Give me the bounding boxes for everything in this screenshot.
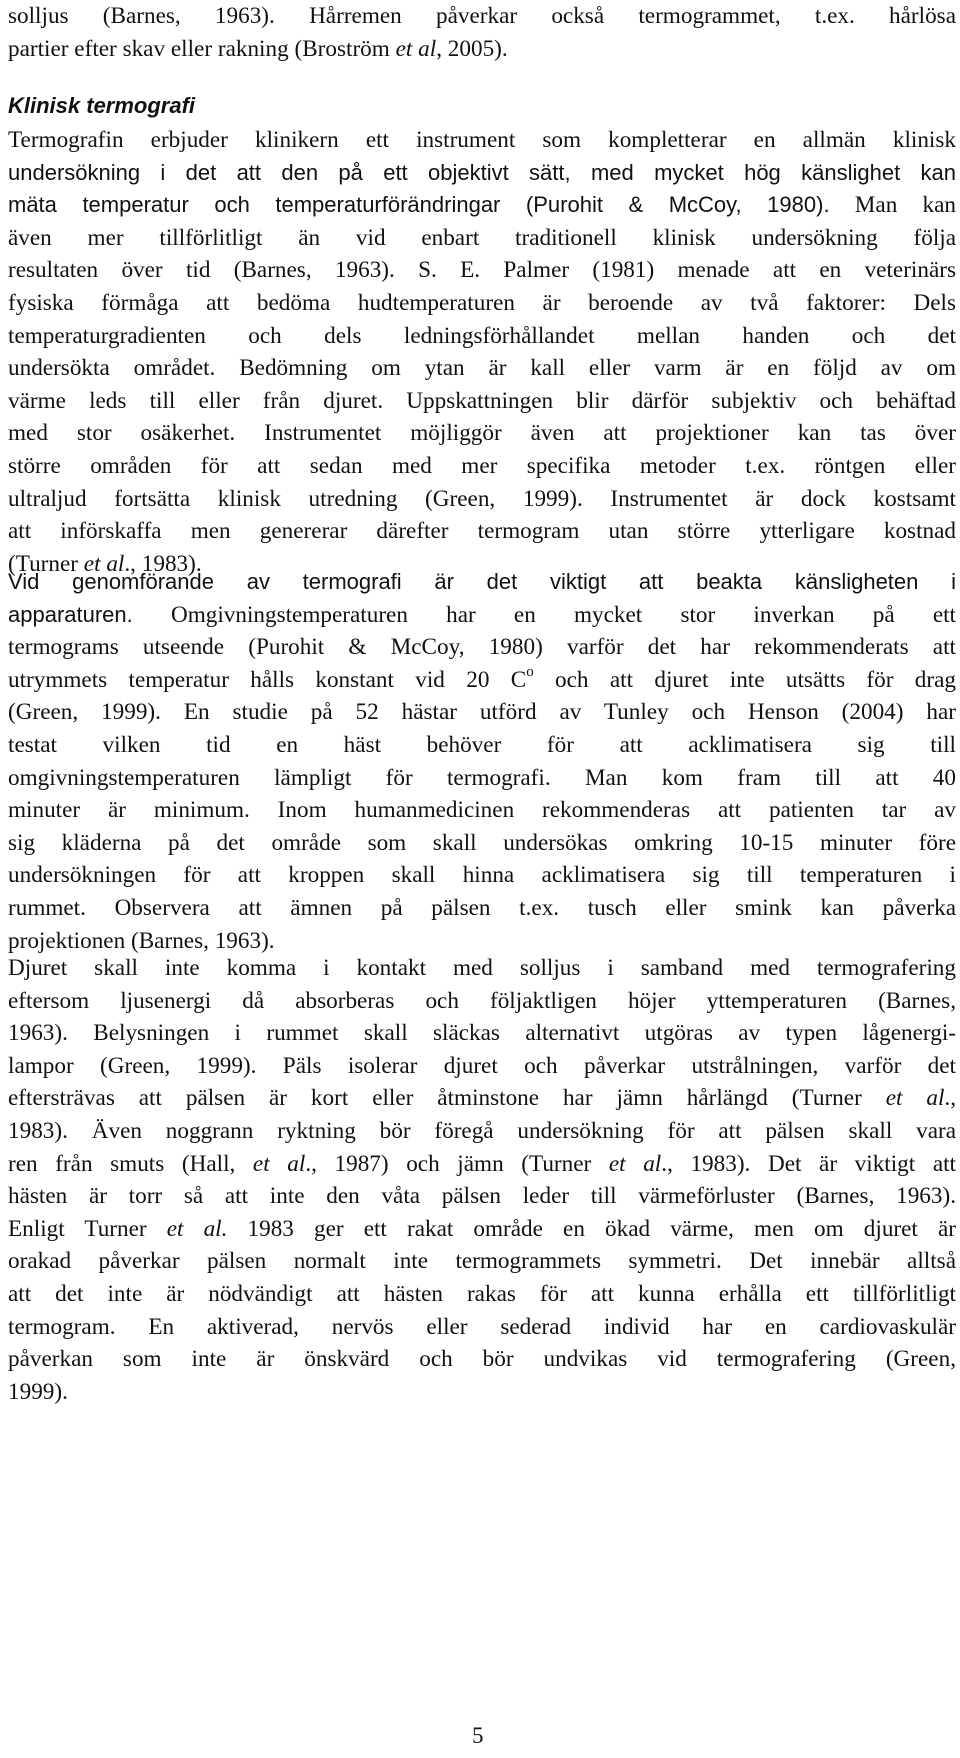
- text-line: [8, 859, 956, 892]
- italic-text: et al: [252, 1150, 306, 1177]
- text-run: Palmer (1981) menade att en veterinärs: [480, 257, 956, 284]
- text-line: [8, 124, 956, 157]
- text-run: med stor osäkerhet.: [8, 420, 236, 447]
- text-run: omgivningstemperaturen lämpligt för termografi.: [8, 764, 551, 791]
- text-line: [8, 1115, 956, 1148]
- section-heading: Klinisk termografi: [8, 93, 196, 118]
- text-run: påverkan som inte är önskvärd och bör undvikas vid termografering (Green,: [8, 1346, 956, 1373]
- italic-text: et al: [885, 1085, 945, 1112]
- text-run: minuter är minimum.: [8, 797, 250, 824]
- text-run: mäta temperatur och temperaturförändringar (Purohit & McCoy, 1980).: [8, 192, 830, 218]
- text-line: [8, 952, 956, 985]
- page-number: 5: [472, 1723, 484, 1748]
- text-run: även mer tillförlitligt än vid enbart traditionell klinisk undersökning följa: [8, 224, 956, 251]
- text-run: rummet. Observera att ämnen på pälsen t.ex. tusch eller smink kan påverka: [8, 894, 956, 921]
- text-run: utrymmets temperatur hålls konstant vid 20 C: [8, 666, 527, 693]
- text-line: [8, 696, 956, 729]
- text-run: 1999).: [8, 1378, 68, 1405]
- text-line: [8, 1245, 956, 1278]
- text-run: Uppskattningen blir därför subjektiv och behäftad: [383, 387, 956, 414]
- text-line: [8, 1278, 956, 1311]
- text-line: [8, 794, 956, 827]
- text-run: eftersom ljusenergi då absorberas och följaktligen höjer yttemperaturen (Barnes,: [8, 987, 956, 1014]
- text-line: [8, 566, 956, 599]
- text-run: att införskaffa men genererar därefter termogram utan större ytterligare kostnad: [8, 518, 956, 545]
- text-run: termograms utseende (Purohit & McCoy, 1980) varför det har rekommenderats att: [8, 634, 956, 661]
- text-line: [8, 157, 956, 190]
- text-run: Bedömning om ytan är kall eller varm är en följd av om: [215, 355, 956, 382]
- text-line: [8, 892, 956, 925]
- text-run: större områden för att sedan med mer specifika metoder t.ex.: [8, 452, 786, 479]
- text-line: [8, 450, 956, 483]
- text-run: Inom humanmedicinen rekommenderas att patienten tar av: [249, 797, 956, 824]
- italic-text: et al: [395, 35, 437, 62]
- text-run: Man kom fram till att 40: [550, 764, 956, 791]
- italic-text: et al.: [166, 1215, 228, 1242]
- text-line: [8, 385, 956, 418]
- text-run: temperaturgradienten och dels ledningsförhållandet mellan handen och det: [8, 322, 956, 349]
- text-run: (Green, 1999).: [8, 699, 161, 726]
- text-run: fysiska förmåga att bedöma hudtemperaturen är beroende av två faktorer: Dels: [8, 289, 956, 316]
- text-run: undersökning i det att den på ett objektivt sätt, med mycket hög känslighet kan: [8, 159, 956, 185]
- text-run: 1963). Belysningen i rummet skall släckas alternativt utgöras av typen lågenergi-: [8, 1020, 956, 1047]
- paragraph-2: [8, 566, 956, 957]
- text-line: [8, 0, 956, 33]
- text-run: projektionen (Barnes, 1963).: [8, 927, 275, 954]
- text-line: [8, 1050, 956, 1083]
- text-run: Man kan: [829, 192, 956, 219]
- text-run: undersökningen för att kroppen skall hinna acklimatisera sig till temperaturen i: [8, 862, 956, 889]
- text-line: [8, 33, 956, 66]
- text-run: apparaturen.: [8, 601, 133, 627]
- text-line: [8, 664, 956, 697]
- text-run: Enligt Turner: [8, 1215, 167, 1242]
- text-run: partier efter skav eller rakning (Broström: [8, 35, 396, 62]
- text-run: sig kläderna på det område som skall undersökas omkring 10-15 minuter före: [8, 829, 956, 856]
- text-run: Instrumentet är dock kostsamt: [582, 485, 956, 512]
- text-line: [8, 287, 956, 320]
- text-run: ren från smuts (Hall,: [8, 1150, 253, 1177]
- text-line: [8, 1082, 956, 1115]
- text-line: [8, 1148, 956, 1181]
- text-line: [8, 189, 956, 222]
- text-line: [8, 222, 956, 255]
- text-line: [8, 254, 956, 287]
- text-run: Djuret skall inte komma i kontakt med solljus i samband med termografering: [8, 955, 956, 981]
- text-line: [8, 1311, 956, 1344]
- text-run: termogram. En aktiverad, nervös eller sederad individ har en cardiovaskulär: [8, 1313, 956, 1340]
- text-line: [8, 1376, 956, 1409]
- text-line: [8, 729, 956, 762]
- text-run: undersökta området.: [8, 355, 216, 382]
- text-run: (Turner: [8, 550, 84, 577]
- text-line: [8, 1180, 956, 1213]
- text-run: värme leds till eller från djuret.: [8, 387, 384, 414]
- text-run: och att djuret inte utsätts för drag: [533, 666, 956, 693]
- text-run: eftersträvas att pälsen är kort eller åtminstone har jämn hårlängd (Turner: [8, 1085, 886, 1112]
- text-run: ., 1983). Det är viktigt att: [661, 1150, 956, 1177]
- text-run: solljus (Barnes, 1963). Hårremen påverkar också termogrammet, t.ex. hårlösa: [8, 3, 956, 29]
- text-line: [8, 1017, 956, 1050]
- text-run: lampor (Green, 1999). Päls isolerar djuret och påverkar utstrålningen, varför det: [8, 1052, 956, 1079]
- text-line: [8, 320, 956, 353]
- text-run: Vid genomförande av termografi är det viktigt att beakta känsligheten i: [8, 569, 956, 594]
- text-line: [8, 985, 956, 1018]
- text-line: [8, 631, 956, 664]
- text-line: [8, 483, 956, 516]
- text-run: testat vilken tid en häst behöver för att acklimatisera sig till: [8, 731, 956, 758]
- text-run: .,: [944, 1085, 956, 1112]
- text-line: [8, 352, 956, 385]
- text-run: ultraljud fortsätta klinisk utredning (Green, 1999).: [8, 485, 583, 512]
- degree-superscript: o: [526, 664, 534, 681]
- text-line: [8, 599, 956, 632]
- text-run: , 2005).: [436, 35, 508, 62]
- text-run: Termografin erbjuder klinikern ett instrument som kompletterar en allmän klinisk: [8, 127, 956, 153]
- text-run: Instrumentet möjliggör även att projektioner kan tas över: [235, 420, 956, 447]
- text-run: att det inte är nödvändigt att hästen rakas för att kunna erhålla ett tillförlitligt: [8, 1280, 956, 1307]
- text-run: ., 1983).: [124, 550, 202, 577]
- text-run: ., 1987) och jämn (Turner: [305, 1150, 609, 1177]
- text-run: 1983 ger ett rakat område en ökad värme, men om djuret är: [227, 1215, 956, 1242]
- text-run: Omgivningstemperaturen har en mycket stor inverkan på ett: [132, 601, 956, 628]
- text-line: [8, 515, 956, 548]
- intro-paragraph: [8, 0, 956, 65]
- text-run: orakad påverkar pälsen normalt inte termogrammets symmetri. Det innebär alltså: [8, 1248, 956, 1275]
- paragraph-1: [8, 124, 956, 580]
- italic-text: et al: [608, 1150, 662, 1177]
- text-line: [8, 1213, 956, 1246]
- text-run: 1983). Även noggrann ryktning bör föregå undersökning för att pälsen skall vara: [8, 1117, 956, 1144]
- text-run: resultaten över tid (Barnes, 1963). S. E.: [8, 257, 481, 284]
- text-line: [8, 827, 956, 860]
- paragraph-3: [8, 952, 956, 1408]
- italic-text: et al: [83, 550, 125, 577]
- text-line: [8, 1343, 956, 1376]
- text-line: [8, 417, 956, 450]
- text-run: hästen är torr så att inte den våta pälsen leder till värmeförluster (Barnes, 1963).: [8, 1183, 956, 1210]
- text-run: röntgen eller: [785, 452, 956, 479]
- text-line: [8, 762, 956, 795]
- text-run: En studie på 52 hästar utförd av Tunley och Henson (2004) har: [160, 699, 956, 726]
